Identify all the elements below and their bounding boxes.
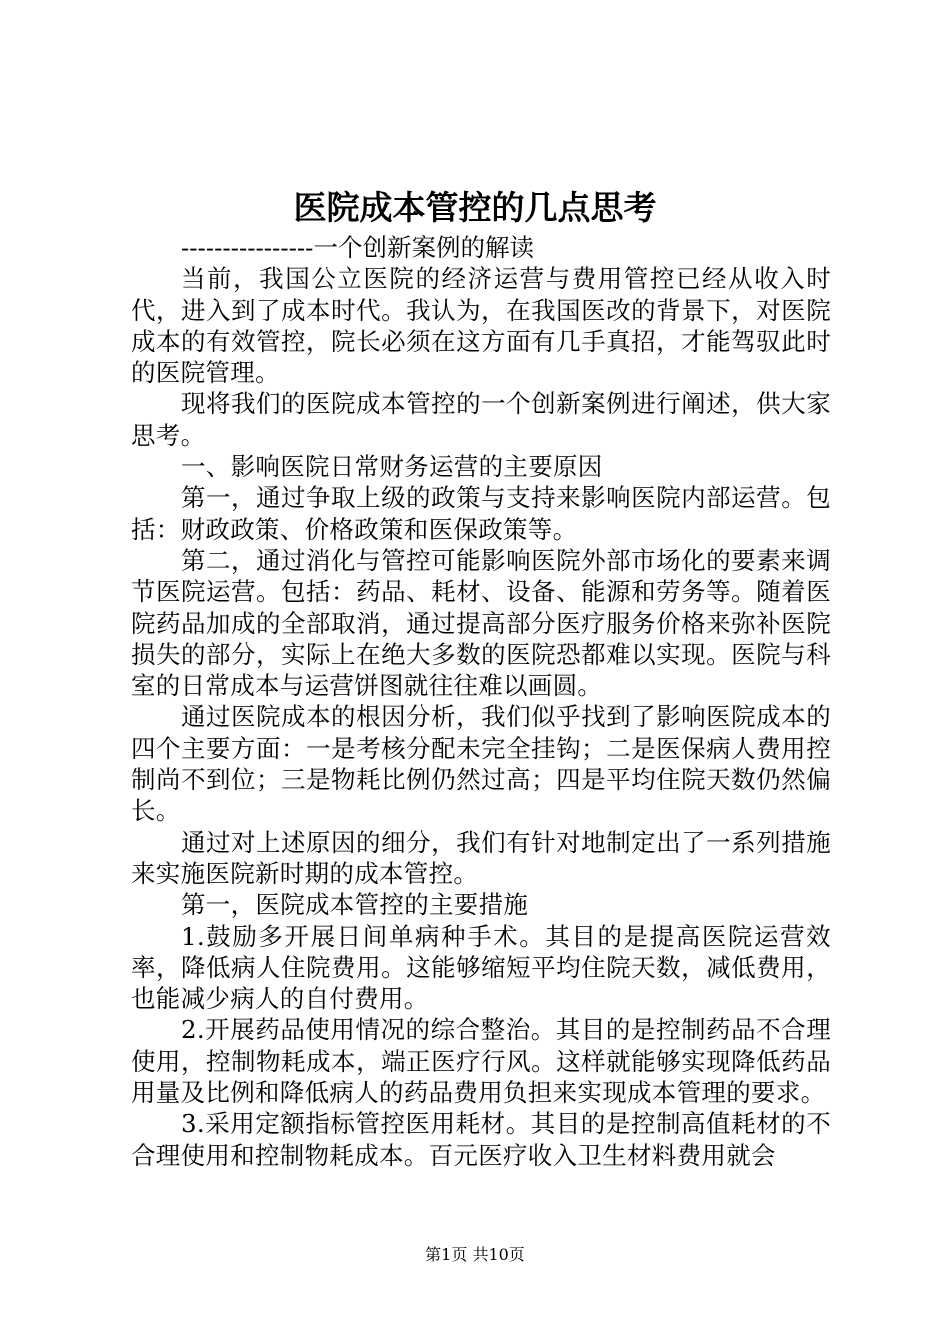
section-heading: 第一，医院成本管控的主要措施 bbox=[181, 890, 529, 920]
list-item-paragraph: 1.鼓励多开展日间单病种手术。其目的是提高医院运营效率，降低病人住院费用。这能够缩短平均住院天数，减低费用，也能减少病人的自付费用。 bbox=[131, 921, 831, 1014]
body-paragraph: 第二，通过消化与管控可能影响医院外部市场化的要素来调节医院运营。包括：药品、耗材、设备、能源和劳务等。随着医院药品加成的全部取消，通过提高部分医疗服务价格来弥补医院损失的部分，实际上在绝大多数的医院恐都难以实现。医院与科室的日常成本与运营饼图就往往难以画圆。 bbox=[131, 545, 831, 701]
subtitle-paragraph: ----------------一个创新案例的解读 bbox=[181, 233, 534, 262]
body-paragraph: 通过医院成本的根因分析，我们似乎找到了影响医院成本的四个主要方面：一是考核分配未完全挂钩；二是医保病人费用控制尚不到位；三是物耗比例仍然过高；四是平均住院天数仍然偏长。 bbox=[131, 702, 831, 826]
body-paragraph: 第一，通过争取上级的政策与支持来影响医院内部运营。包括：财政政策、价格政策和医保政策等。 bbox=[131, 483, 831, 544]
list-item-paragraph: 3.采用定额指标管控医用耗材。其目的是控制高值耗材的不合理使用和控制物耗成本。百元医疗收入卫生材料费用就会 bbox=[131, 1109, 831, 1170]
section-heading: 一、影响医院日常财务运营的主要原因 bbox=[181, 452, 603, 482]
document-body bbox=[131, 232, 831, 1171]
body-paragraph: 通过对上述原因的细分，我们有针对地制定出了一系列措施来实施医院新时期的成本管控。 bbox=[131, 827, 831, 888]
document-title: 医院成本管控的几点思考 bbox=[293, 188, 657, 227]
page-number-footer: 第1页 共10页 bbox=[425, 1245, 525, 1264]
intro-paragraph: 当前，我国公立医院的经济运营与费用管控已经从收入时代，进入到了成本时代。我认为，在我国医改的背景下，对医院成本的有效管控，院长必须在这方面有几手真招，才能驾驭此时的医院管理。 bbox=[131, 264, 831, 388]
list-item-paragraph: 2.开展药品使用情况的综合整治。其目的是控制药品不合理使用，控制物耗成本，端正医疗行风。这样就能够实现降低药品用量及比例和降低病人的药品费用负担来实现成本管理的要求。 bbox=[131, 1015, 831, 1108]
intro-paragraph: 现将我们的医院成本管控的一个创新案例进行阐述，供大家思考。 bbox=[131, 389, 831, 450]
